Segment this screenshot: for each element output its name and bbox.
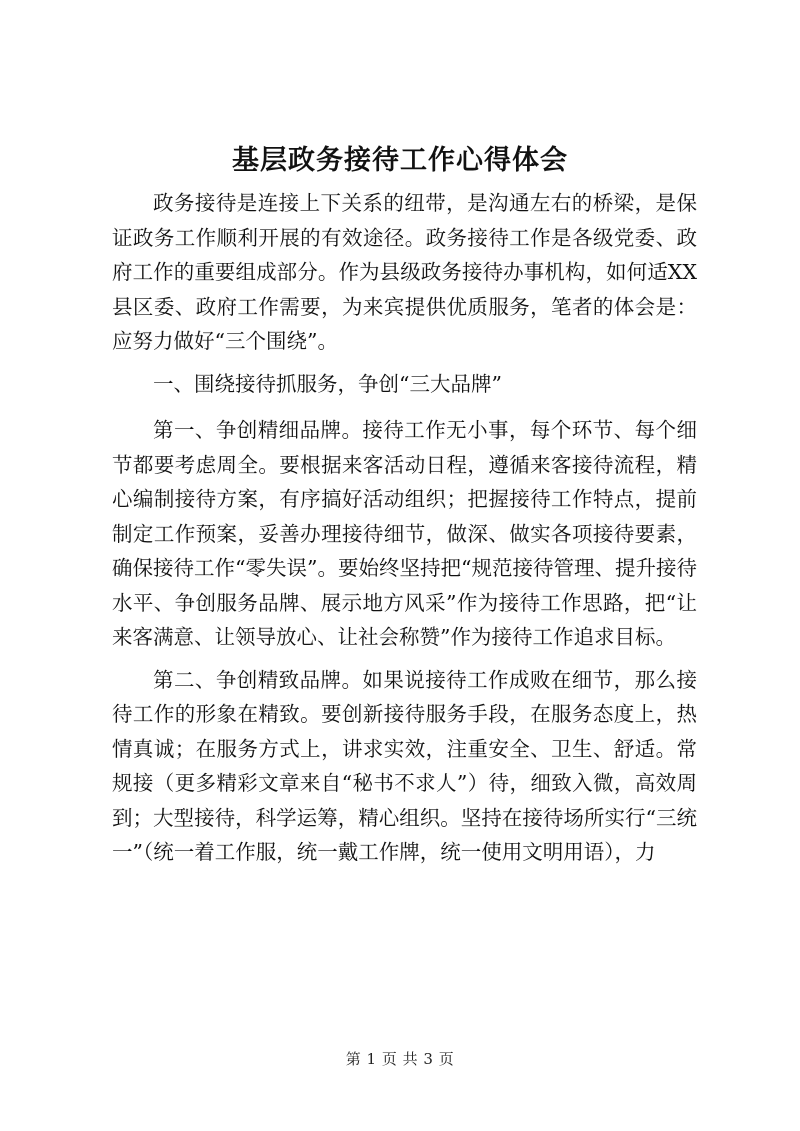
- document-body: [112, 186, 697, 878]
- section-heading: 一、围绕接待抓服务，争创“三大品牌”: [153, 371, 502, 396]
- paragraph-intro: 政务接待是连接上下关系的纽带，是沟通左右的桥梁，是保证政务工作顺利开展的有效途径。政务接待工作是各级党委、政府工作的重要组成部分。作为县级政务接待办事机构，如何适XX县区委、政府工作需要，为来宾提供优质服务，笔者的体会是：应努力做好“三个围绕”。: [112, 191, 697, 353]
- page-footer: 第 1 页 共 3 页: [345, 1050, 455, 1068]
- document-title: 基层政务接待工作心得体会: [232, 145, 568, 176]
- paragraph-second: 第二、争创精致品牌。如果说接待工作成败在细节，那么接待工作的形象在精致。要创新接待服务手段，在服务态度上，热情真诚；在服务方式上，讲求实效，注重安全、卫生、舒适。常规接（更多精彩文章来自“秘书不求人”）待，细致入微，高效周到；大型接待，科学运筹，精心组织。坚持在接待场所实行“三统一”（统一着工作服，统一戴工作牌，统一使用文明用语），力: [112, 667, 697, 864]
- paragraph-first: 第一、争创精细品牌。接待工作无小事，每个环节、每个细节都要考虑周全。要根据来客活动日程，遵循来客接待流程，精心编制接待方案，有序搞好活动组织；把握接待工作特点，提前制定工作预案，妥善办理接待细节，做深、做实各项接待要素，确保接待工作“零失误”。要始终坚持把“规范接待管理、提升接待水平、争创服务品牌、展示地方风采”作为接待工作思路，把“让来客满意、让领导放心、让社会称赞”作为接待工作追求目标。: [112, 418, 697, 649]
